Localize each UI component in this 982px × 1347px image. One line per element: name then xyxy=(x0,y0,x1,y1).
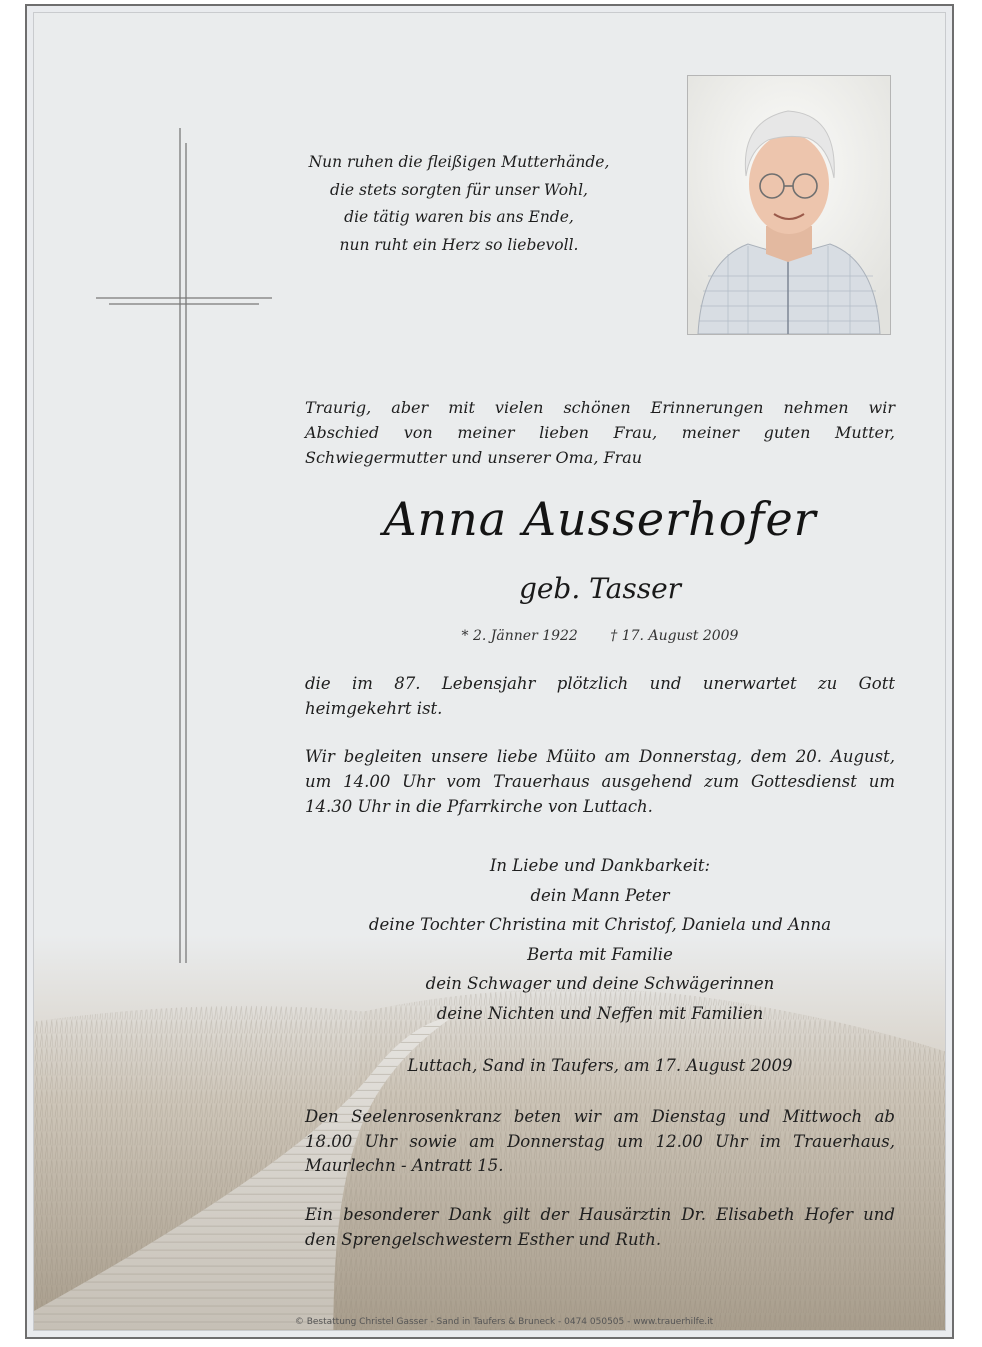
life-dates xyxy=(305,625,895,647)
mourners-list xyxy=(305,851,895,1028)
mourners-line: In Liebe und Dankbarkeit: xyxy=(489,856,711,875)
portrait-photo xyxy=(687,75,891,335)
place-date: Luttach, Sand in Taufers, am 17. August 2009 xyxy=(407,1056,793,1075)
deceased-name: Anna Ausserhofer xyxy=(383,492,817,546)
poem-line: nun ruht ein Herz so liebevoll. xyxy=(339,235,579,254)
intro-text xyxy=(305,395,895,470)
birth-date: * 2. Jänner 1922 xyxy=(461,628,578,644)
poem-line: die stets sorgten für unser Wohl, xyxy=(330,180,588,199)
text-line: die im 87. Lebensjahr plötzlich und unerwartet zu Gott xyxy=(305,674,895,693)
rosary-text xyxy=(305,1105,895,1179)
passing-text xyxy=(305,671,895,721)
mourners-line: deine Tochter Christina mit Christof, Daniela und Anna xyxy=(368,915,832,934)
mourners-line: Berta mit Familie xyxy=(527,944,673,964)
poem-line: die tätig waren bis ans Ende, xyxy=(344,208,574,226)
mourners-line: dein Schwager und deine Schwägerinnen xyxy=(425,974,775,993)
birth-name: geb. Tasser xyxy=(518,572,682,605)
mourners-line: dein Mann Peter xyxy=(530,885,670,905)
poem-line: Nun ruhen die fleißigen Mutterhände, xyxy=(308,153,610,171)
footer-credit: © Bestattung Christel Gasser - Sand in Taufers & Bruneck - 0474 050505 - www.trauerhilfe.it xyxy=(294,1317,714,1327)
mourners-line: deine Nichten und Neffen mit Familien xyxy=(436,1003,764,1023)
intro-line: Traurig, aber mit vielen schönen Erinnerungen nehmen wir xyxy=(305,398,895,417)
thanks-text xyxy=(305,1203,895,1252)
text-line: den Sprengelschwestern Esther und Ruth. xyxy=(305,1229,662,1249)
poem xyxy=(284,149,634,259)
obituary-card xyxy=(25,4,954,1339)
text-line: Maurlechn - Antratt 15. xyxy=(305,1156,504,1175)
intro-line: Schwiegermutter und unserer Oma, Frau xyxy=(305,448,643,467)
text-line: Ein besonderer Dank gilt der Hausärztin Dr. Elisabeth Hofer und xyxy=(305,1205,895,1224)
death-date: † 17. August 2009 xyxy=(610,628,739,644)
text-line: Wir begleiten unsere liebe Müito am Donnerstag, dem 20. August, xyxy=(305,747,895,766)
text-line: 14.30 Uhr in die Pfarrkirche von Luttach. xyxy=(305,797,653,816)
text-line: Den Seelenrosenkranz beten wir am Dienstag und Mittwoch ab xyxy=(305,1107,895,1126)
text-line: um 14.00 Uhr vom Trauerhaus ausgehend zum Gottesdienst um xyxy=(305,772,895,791)
text-line: 18.00 Uhr sowie am Donnerstag um 12.00 Uhr im Trauerhaus, xyxy=(305,1131,895,1151)
intro-line: Abschied von meiner lieben Frau, meiner guten Mutter, xyxy=(305,423,895,442)
funeral-text xyxy=(305,744,895,819)
card-inner xyxy=(33,12,946,1331)
text-line: heimgekehrt ist. xyxy=(305,699,443,718)
